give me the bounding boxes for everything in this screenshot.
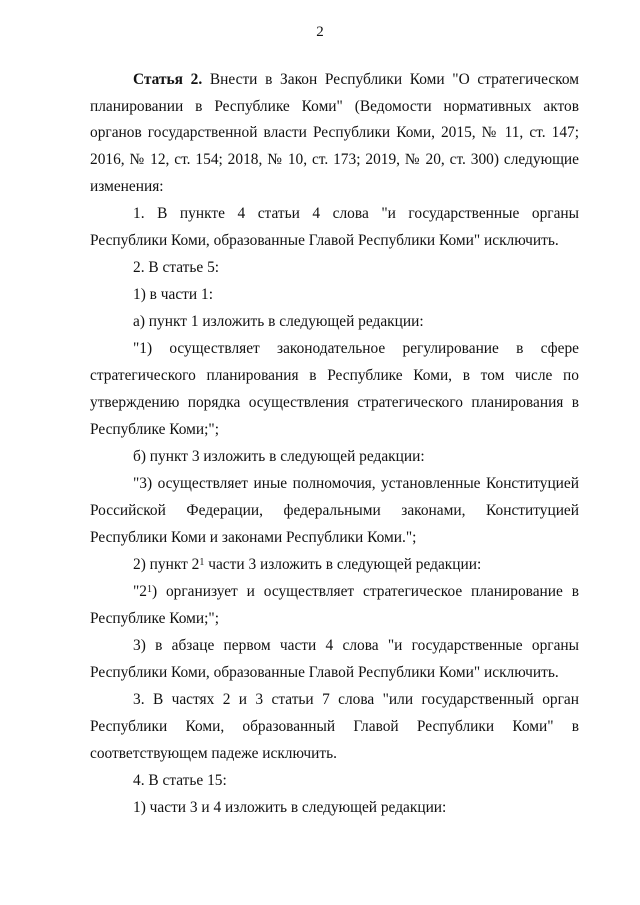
article-2-text-1: Внести в Закон Республики Коми "О стратегическом [209,71,579,88]
point-2-heading: 2. В статье 5: [133,259,220,276]
point-3-line-2: Республики Коми, образованный Главой Республики Коми" в [90,718,579,735]
point-2-sub-2 [133,555,481,575]
quote-1-line-4: Республике Коми;"; [90,421,219,438]
quote-3-line-1: "3) осуществляет иные полномочия, установленные Конституцией [133,475,579,492]
article-2-line-3: органов государственной власти Республики Коми, 2015, № 11, ст. 147; [90,124,579,141]
quote-21-pre: "2 [133,583,147,600]
page-number: 2 [316,24,324,40]
quote-21-post: ) организует и осуществляет стратегическое планирование в [151,583,579,600]
quote-21-line-2: Республике Коми;"; [90,610,219,627]
point-2-sub-2-post: части 3 изложить в следующей редакции: [204,556,482,573]
point-3-line-3: соответствующем падеже исключить. [90,745,337,762]
article-2-line-5: изменения: [90,178,164,195]
point-4-sub-1: 1) части 3 и 4 изложить в следующей редакции: [133,799,447,816]
point-2-sub-2-sup: 1 [199,557,205,568]
point-1-line-1: 1. В пункте 4 статьи 4 слова "и государственные органы [133,205,579,222]
point-2-sub-1a: а) пункт 1 изложить в следующей редакции: [133,313,424,330]
quote-1-line-2: стратегического планирования в Республике Коми, в том числе по [90,367,579,384]
point-2-sub-1: 1) в части 1: [133,286,213,303]
article-2-line-1 [133,70,579,90]
point-4-heading: 4. В статье 15: [133,772,227,789]
point-3-line-1: 3. В частях 2 и 3 статьи 7 слова "или государственный орган [133,691,579,708]
article-2-line-2: планировании в Республике Коми" (Ведомости нормативных актов [90,98,579,115]
quote-21-line-1 [133,582,579,602]
article-2-line-4: 2016, № 12, ст. 154; 2018, № 10, ст. 173; 2019, № 20, ст. 300) следующие [90,151,579,168]
quote-21-sup: 1 [146,584,152,595]
quote-3-line-2: Российской Федерации, федеральными законами, Конституцией [90,502,579,519]
point-2-sub-1b: б) пункт 3 изложить в следующей редакции: [133,448,425,465]
quote-1-line-3: утверждению порядка осуществления стратегического планирования в [90,394,579,411]
point-2-sub-2-pre: 2) пункт 2 [133,556,200,573]
quote-3-line-3: Республики Коми и законами Республики Коми."; [90,529,417,546]
point-1-line-2: Республики Коми, образованные Главой Республики Коми" исключить. [90,232,559,249]
article-2-heading: Статья 2. [133,71,203,88]
quote-1-line-1: "1) осуществляет законодательное регулирование в сфере [133,340,579,357]
point-2-sub-3-line-1: 3) в абзаце первом части 4 слова "и государственные органы [133,637,579,654]
point-2-sub-3-line-2: Республики Коми, образованные Главой Республики Коми" исключить. [90,664,559,681]
